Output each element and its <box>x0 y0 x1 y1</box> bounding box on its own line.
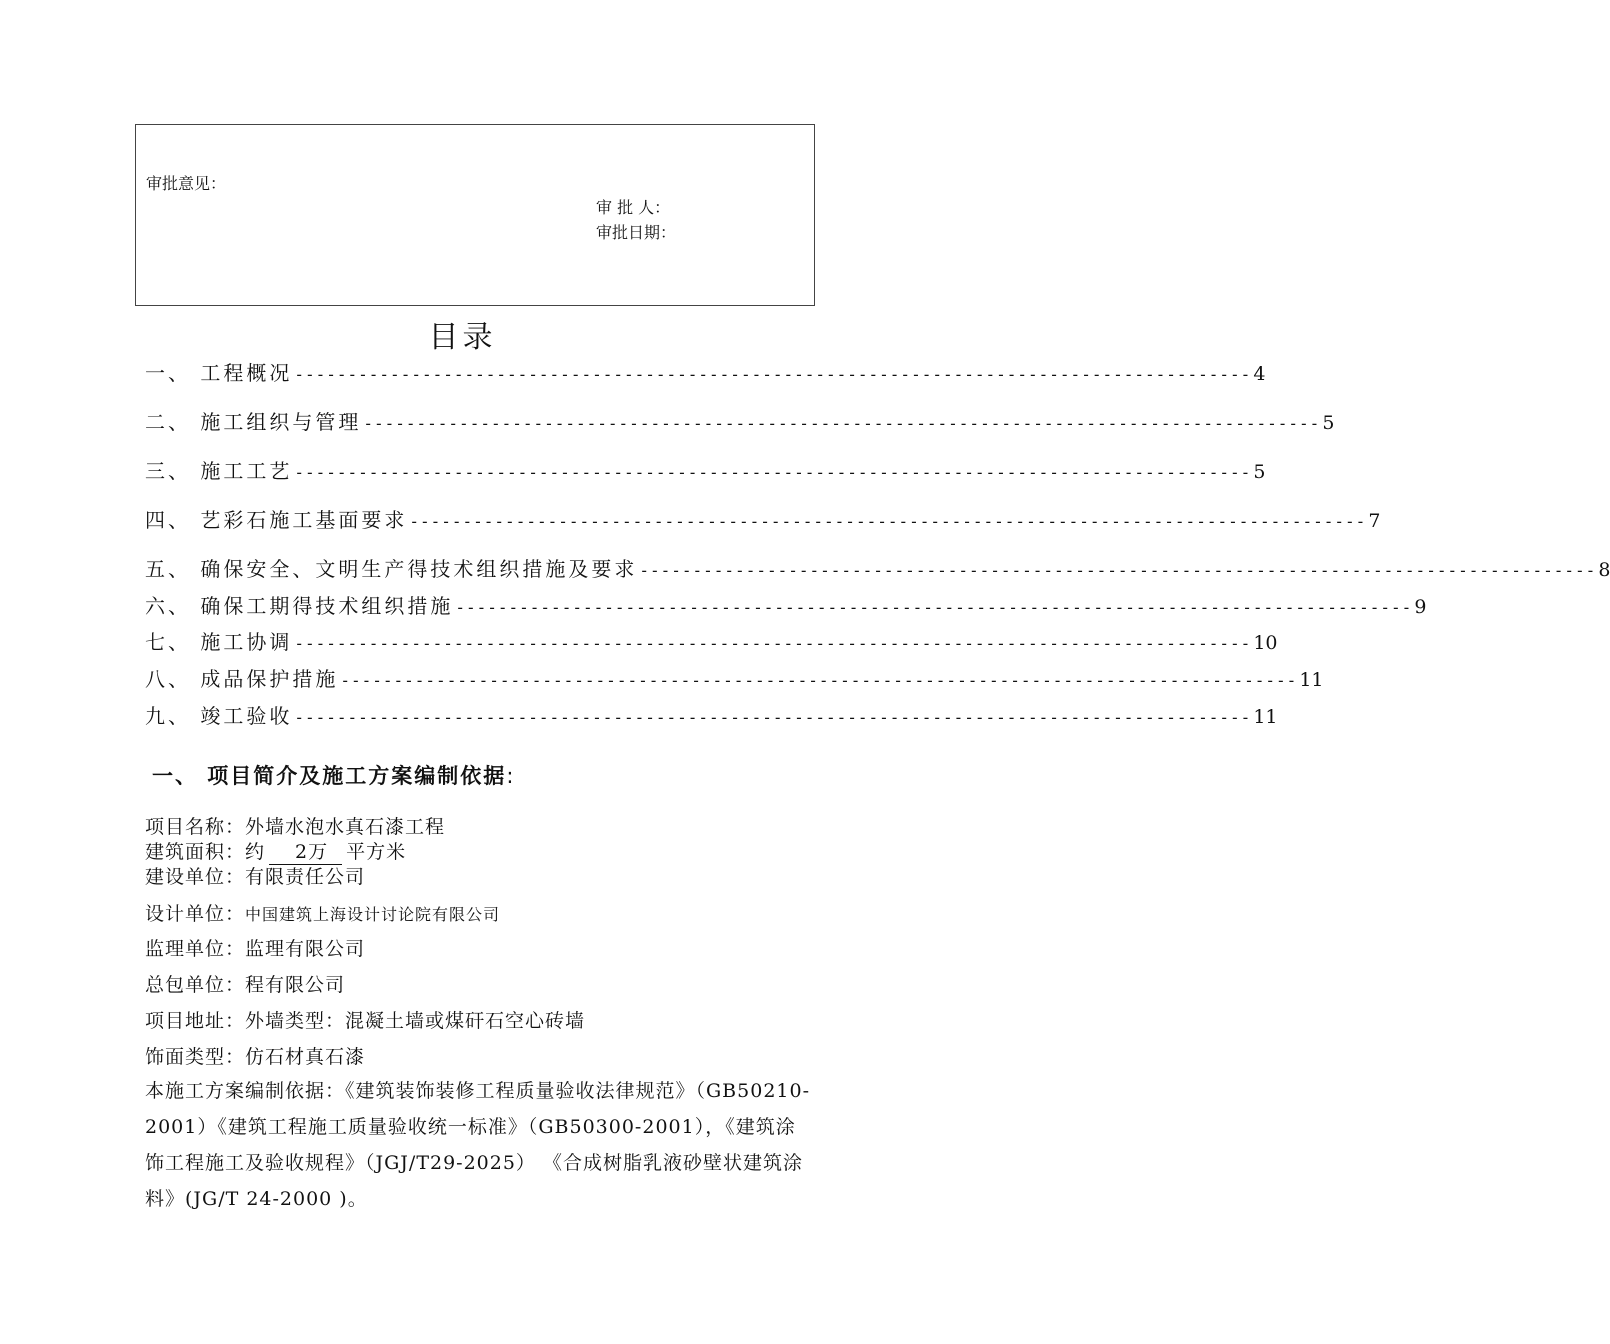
toc-item-page: 11 <box>1299 669 1324 691</box>
toc-leader: ------------------------------------------------------------------------------------------ <box>294 634 1252 653</box>
toc-item[interactable] <box>145 590 1427 619</box>
toc-item[interactable] <box>145 626 1278 655</box>
toc-item-label: 八、 成品保护措施 <box>145 667 339 691</box>
toc-item[interactable] <box>145 455 1266 484</box>
section-heading <box>152 760 515 790</box>
toc-item[interactable] <box>145 357 1266 386</box>
contractor: 总包单位：程有限公司 <box>145 974 346 996</box>
toc-leader: ------------------------------------------------------------------------------------------ <box>409 512 1367 531</box>
approval-date-label: 审批日期： <box>596 223 677 242</box>
building-area-unit: 平方米 <box>346 841 407 863</box>
approval-opinion-label: 审批意见： <box>146 174 227 193</box>
toc-leader: ------------------------------------------------------------------------------------------ <box>294 365 1252 384</box>
toc-item-label: 七、 施工协调 <box>145 630 293 654</box>
toc-item-page: 4 <box>1253 363 1266 385</box>
toc-leader: ------------------------------------------------------------------------------------------ <box>639 561 1597 580</box>
project-address: 项目地址：外墙类型：混凝土墙或煤矸石空心砖墙 <box>145 1010 586 1032</box>
toc-item-label: 九、 竣工验收 <box>145 704 293 728</box>
section-heading-colon: : <box>506 764 516 788</box>
project-name: 项目名称：外墙水泡水真石漆工程 <box>145 816 446 838</box>
approver-label: 审 批 人： <box>596 198 671 217</box>
building-area <box>145 837 406 865</box>
toc-item-page: 11 <box>1253 706 1278 728</box>
approval-box <box>135 124 815 306</box>
toc-item-label: 二、 施工组织与管理 <box>145 410 362 434</box>
toc-leader: ------------------------------------------------------------------------------------------ <box>294 463 1252 482</box>
toc-item-label: 六、 确保工期得技术组织措施 <box>145 594 454 618</box>
toc-item[interactable] <box>145 663 1324 692</box>
designer-label: 设计单位： <box>145 903 246 925</box>
toc-item[interactable] <box>145 406 1335 435</box>
compilation-basis: 本施工方案编制依据：《建筑装饰装修工程质量验收法律规范》（GB50210-2001）《建筑工程施工质量验收统一标准》（GB50300-2001），《建筑涂饰工程施工及验收规程》（JGJ/T29-2025） 《合成树脂乳液砂壁状建筑涂料》(JG/T 24-2000 )。 <box>145 1080 811 1210</box>
toc-item[interactable] <box>145 553 1610 582</box>
toc-item-label: 一、 工程概况 <box>145 361 293 385</box>
toc-leader: ------------------------------------------------------------------------------------------ <box>363 414 1321 433</box>
toc-item[interactable] <box>145 504 1381 533</box>
toc-item-label: 四、 艺彩石施工基面要求 <box>145 508 408 532</box>
toc-item-page: 5 <box>1253 461 1266 483</box>
toc-item-page: 9 <box>1414 596 1427 618</box>
toc-item-page: 10 <box>1253 632 1278 654</box>
toc-leader: ------------------------------------------------------------------------------------------ <box>294 708 1252 727</box>
toc-item-label: 五、 确保安全、文明生产得技术组织措施及要求 <box>145 557 638 581</box>
supervisor: 监理单位：监理有限公司 <box>145 938 366 960</box>
building-area-value: 2万 <box>269 837 342 865</box>
toc-leader: ------------------------------------------------------------------------------------------ <box>455 598 1413 617</box>
toc-item-page: 8 <box>1598 559 1610 581</box>
toc-title: 目录 <box>428 320 497 355</box>
toc-item-label: 三、 施工工艺 <box>145 459 293 483</box>
designer-value: 中国建筑上海设计讨论院有限公司 <box>245 905 501 924</box>
toc-item-page: 5 <box>1322 412 1335 434</box>
toc-item-page: 7 <box>1368 510 1381 532</box>
toc-item[interactable] <box>145 700 1278 729</box>
designer <box>145 899 500 926</box>
finish-type: 饰面类型：仿石材真石漆 <box>145 1046 366 1068</box>
section-heading-text: 一、 项目简介及施工方案编制依据 <box>152 764 507 788</box>
building-area-label: 建筑面积：约 <box>145 841 266 863</box>
builder: 建设单位：有限责任公司 <box>145 866 366 888</box>
toc-leader: ------------------------------------------------------------------------------------------ <box>340 671 1298 690</box>
